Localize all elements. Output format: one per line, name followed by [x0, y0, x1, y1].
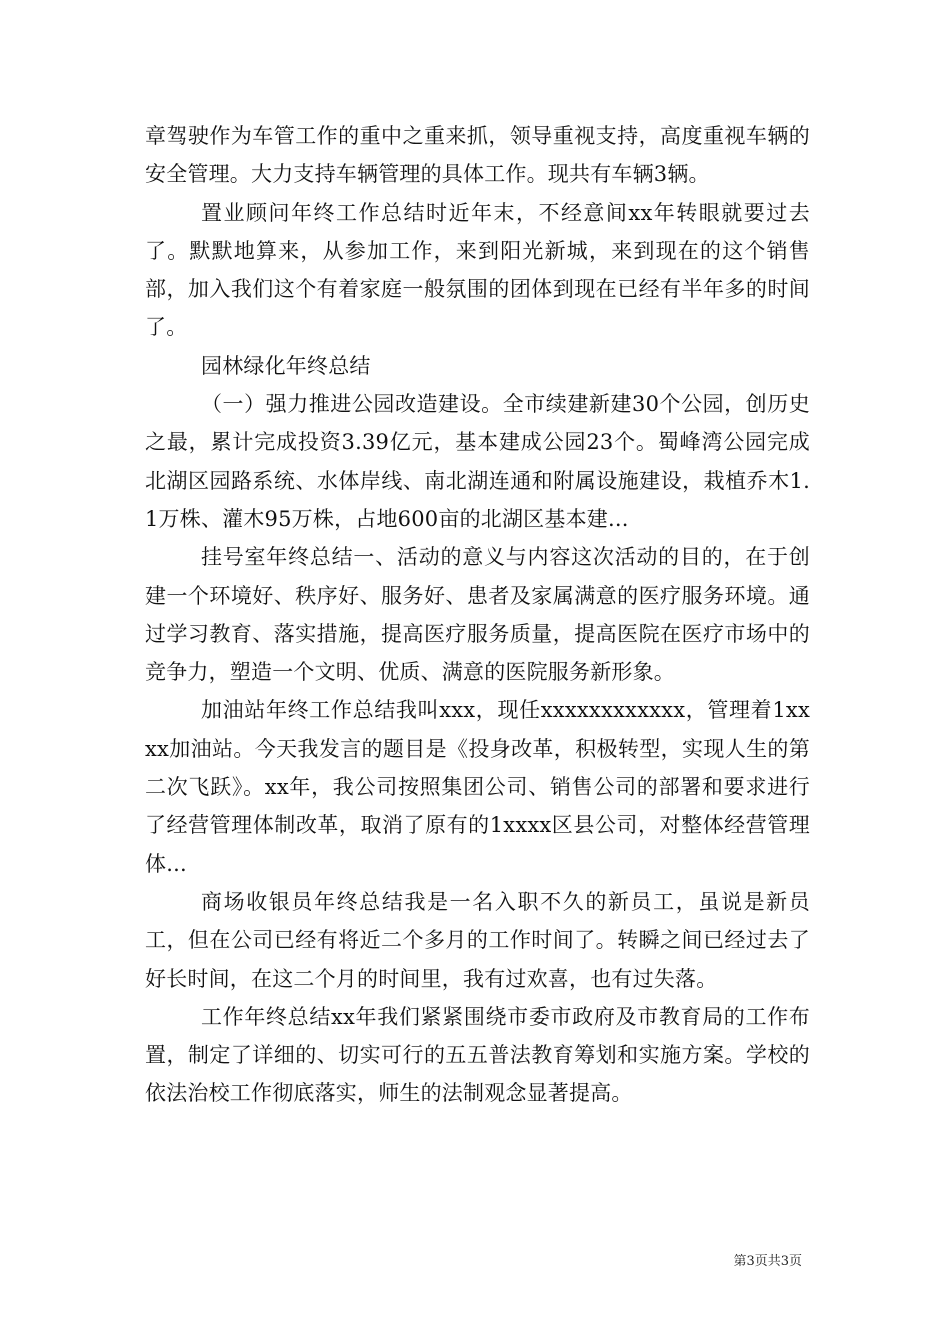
- paragraph-park-construction: （一）强力推进公园改造建设。全市续建新建30个公园，创历史之最，累计完成投资3.39亿元，基本建成公园23个。蜀峰湾公园完成北湖区园路系统、水体岸线、南北湖连通和附属设施建设，栽植乔木1.1万株、灌木95万株，占地600亩的北湖区基本建...: [145, 392, 810, 531]
- paragraph-sales-consultant-summary: 置业顾问年终工作总结时近年末，不经意间xx年转眼就要过去了。默默地算来，从参加工作，来到阳光新城，来到现在的这个销售部，加入我们这个有着家庭一般氛围的团体到现在已经有半年多的时间了。: [145, 200, 810, 340]
- paragraph-work-summary: 工作年终总结xx年我们紧紧围绕市委市政府及市教育局的工作布置，制定了详细的、切实可行的五五普法教育筹划和实施方案。学校的依法治校工作彻底落实，师生的法制观念显著提高。: [145, 1004, 810, 1106]
- paragraph-vehicle-management: 章驾驶作为车管工作的重中之重来抓，领导重视支持，高度重视车辆的安全管理。大力支持车辆管理的具体工作。现共有车辆3辆。: [145, 124, 810, 187]
- paragraph-cashier-summary: 商场收银员年终总结我是一名入职不久的新员工，虽说是新员工，但在公司已经有将近二个多月的工作时间了。转瞬之间已经过去了好长时间，在这二个月的时间里，我有过欢喜，也有过失落。: [145, 889, 810, 991]
- paragraph-landscaping-heading: 园林绿化年终总结: [201, 353, 371, 378]
- page-number-footer: 第3页共3页: [733, 1254, 802, 1269]
- paragraph-registration-office-summary: 挂号室年终总结一、活动的意义与内容这次活动的目的，在于创建一个环境好、秩序好、服务好、患者及家属满意的医疗服务环境。通过学习教育、落实措施，提高医疗服务质量，提高医院在医疗市场中的竞争力，塑造一个文明、优质、满意的医院服务新形象。: [145, 545, 810, 685]
- paragraph-gas-station-summary: 加油站年终工作总结我叫xxx，现任xxxxxxxxxxxx，管理着1xxxx加油站。今天我发言的题目是《投身改革，积极转型，实现人生的第二次飞跃》。xx年，我公司按照集团公司、销售公司的部署和要求进行了经营管理体制改革，取消了原有的1xxxx区县公司，对整体经营管理体...: [145, 698, 810, 876]
- document-body: [145, 117, 810, 1113]
